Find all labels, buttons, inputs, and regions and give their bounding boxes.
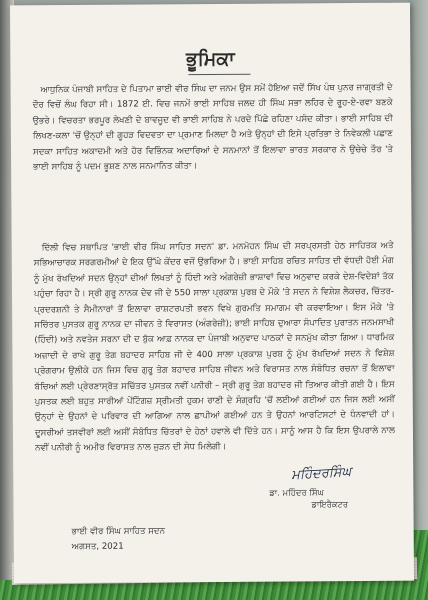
paragraph-intro: ਆਧੁਨਿਕ ਪੰਜਾਬੀ ਸਾਹਿਤ ਦੇ ਪਿਤਾਮਾ ਭਾਈ ਵੀਰ ਸਿੰਘ ਦਾ ਜਨਮ ਉਸ ਸਮੇਂ ਹੋਇਆ ਜਦੋਂ ਸਿੱਖ ਪੰਥ ਪੁਨਰ ਜਾਗ੍ਰਤੀ ਦੇ ਦੌਰ ਵਿਚੋਂ ਲੰਘ ਰਿਹਾ ਸੀ। 1872 ਈ. ਵਿਚ ਜਨਮੇਂ ਭਾਈ ਸਾਹਿਬ ਜਲਦ ਹੀ ਸਿੰਘ ਸਭਾ ਲਹਿਰ ਦੇ ਰੂਹ-ਏ-ਰਵਾ ਬਣਕੇ ਉਭਰੇ। ਵਿਚਰਤਾ ਭਰਪੂਰ ਲੇਖਣੀ ਦੇ ਬਾਵਜੂਦ ਵੀ ਭਾਈ ਸਾਹਿਬ ਨੇ ਪਰਦੇ ਪਿੱਛੇ ਰਹਿਣਾ ਪਸੰਦ ਕੀਤਾ। ਭਾਈ ਸਾਹਿਬ ਦੀ ਲਿਖਣ-ਕਲਾ 'ਚੋਂ ਉਨ੍ਹਾਂ ਦੀ ਗੂਹੜ ਵਿਦਵਤਾ ਦਾ ਪ੍ਰਮਾਣ ਮਿਲਦਾ ਹੈ ਅਤੇ ਉਨ੍ਹਾਂ ਦੀ ਇਸੇ ਪ੍ਰਤਿਭਾ ਤੇ ਨਿਵੇਕਲੀ ਪਛਾਣ ਸਦਕਾ ਸਾਹਿਤ ਅਕਾਦਮੀ ਅਤੇ ਹੋਰ ਵਿਭਿੰਨਕ ਅਦਾਰਿਆਂ ਦੇ ਸਨਮਾਨਾਂ ਤੋਂ ਇਲਾਵਾ ਭਾਰਤ ਸਰਕਾਰ ਨੇ ਉਚੇਚੇ ਤੌਰ 'ਤੇ ਭਾਈ ਸਾਹਿਬ ਨੂੰ ਪਦਮ ਭੂਸ਼ਣ ਨਾਲ ਸਨਮਾਨਿਤ ਕੀਤਾ। — [32, 82, 394, 173]
organization-name: ਭਾਈ ਵੀਰ ਸਿੰਘ ਸਾਹਿਤ ਸਦਨ — [71, 526, 166, 537]
publication-date: ਅਗਸਤ, 2021 — [71, 541, 124, 552]
signatory-name: ਡਾ. ਮਹਿੰਦਰ ਸਿੰਘ — [269, 487, 324, 498]
page-title: ਭੂਮਿਕਾ — [185, 47, 235, 71]
title-underline — [188, 74, 250, 75]
paragraph-body: ਦਿੱਲੀ ਵਿਚ ਸਥਾਪਿਤ 'ਭਾਈ ਵੀਰ ਸਿੰਘ ਸਾਹਿਤ ਸਦਨ' ਡਾ. ਮਨਮੋਹਨ ਸਿੰਘ ਦੀ ਸਰਪ੍ਰਸਤੀ ਹੇਠ ਸਾਹਿਤਕ ਅਤੇ ਸਭਿਆਚਾਰਕ ਸਰਗਰਮੀਆਂ ਦੇ ਇਕ ਉੱਘੇ ਕੇਂਦਰ ਵਜੋਂ ਉਭਰਿਆ ਹੈ। ਭਾਈ ਸਾਹਿਬ ਰਚਿਤ ਸਾਹਿਤ ਦੀ ਵੱਧਦੀ ਹੋਈ ਮੰਗ ਨੂੰ ਮੁੱਖ ਰੱਖਦਿਆਂ ਸਦਨ ਉਨ੍ਹਾਂ ਦੀਆਂ ਲਿਖਤਾਂ ਨੂੰ ਹਿੰਦੀ ਅਤੇ ਅੰਗਰੇਜ਼ੀ ਭਾਸ਼ਾਵਾਂ ਵਿਚ ਅਨੁਵਾਦ ਕਰਕੇ ਦੇਸ਼-ਵਿਦੇਸ਼ਾਂ ਤੱਕ ਪਹੁੰਚਾ ਰਿਹਾ ਹੈ। ਸ੍ਰੀ ਗੁਰੂ ਨਾਨਕ ਦੇਵ ਜੀ ਦੇ 550 ਸਾਲਾ ਪ੍ਰਕਾਸ਼ ਪੁਰਬ ਦੇ ਮੌਕੇ 'ਤੇ ਸਦਨ ਨੇ ਵਿਸ਼ੇਸ਼ ਲੈਕਚਰ, ਚਿੱਤਰ-ਪ੍ਰਦਰਸ਼ਨੀ ਤੇ ਸੈਮੀਨਾਰਾਂ ਤੋਂ ਇਲਾਵਾ ਰਾਸ਼ਟਰਪਤੀ ਭਵਨ ਵਿਖੇ ਗੁਰਮਤਿ ਸਮਾਗਮ ਵੀ ਕਰਵਾਇਆ। ਇਸ ਮੌਕੇ 'ਤੇ ਸਚਿੱਤਰ ਪੁਸਤਕ ਗੁਰੂ ਨਾਨਕ ਦਾ ਜੀਵਨ ਤੇ ਵਿਰਾਸਤ (ਅੰਗਰੇਜ਼ੀ); ਭਾਈ ਸਾਹਿਬ ਦੁਆਰਾ ਸੰਪਾਦਿਤ ਪੁਰਾਤਨ ਜਨਮਸਾਖੀ (ਹਿੰਦੀ) ਅਤੇ ਨਵਤੇਜ ਸਰਨਾ ਦੀ ਦ ਬੁੱਕ ਆਫ਼ ਨਾਨਕ ਦਾ ਪੰਜਾਬੀ ਅਨੁਵਾਦ ਪਾਠਕਾਂ ਦੇ ਸਨਮੁੱਖ ਕੀਤਾ ਗਿਆ। ਧਾਰਮਿਕ ਅਜ਼ਾਦੀ ਦੇ ਰਾਖੇ ਗੁਰੂ ਤੇਗ ਬਹਾਦਰ ਸਾਹਿਬ ਜੀ ਦੇ 400 ਸਾਲਾ ਪ੍ਰਕਾਸ਼ ਪੁਰਬ ਨੂੰ ਮੁੱਖ ਰੱਖਦਿਆਂ ਸਦਨ ਨੇ ਵਿਸ਼ੇਸ਼ ਪ੍ਰੋਗਰਾਮ ਉਲੀਕੇ ਹਨ ਜਿਸ ਵਿਚ ਗੁਰੂ ਤੇਗ ਬਹਾਦਰ ਸਾਹਿਬ ਜੀਵਨ ਅਤੇ ਵਿਰਾਸਤ ਨਾਲ ਸੰਬੰਧਿਤ ਰਚਨਾ ਤੋਂ ਇਲਾਵਾ ਬੱਚਿਆਂ ਲਈ ਪ੍ਰੇਰਣਾਸ੍ਰੋਤ ਸਚਿੱਤਰ ਪੁਸਤਕ ਨਵੀਂ ਪਨੀਰੀ – ਸ੍ਰੀ ਗੁਰੂ ਤੇਗ ਬਹਾਦਰ ਜੀ ਤਿਆਰ ਕੀਤੀ ਗਈ ਹੈ। ਇਸ ਪੁਸਤਕ ਲਈ ਬਹੁਤ ਸਾਰੀਆਂ ਪੇਂਟਿੰਗਜ਼ ਸ੍ਰੀਮਤੀ ਹੁਕਮ ਰਾਣੀ ਦੇ ਸੰਗ੍ਰਹਿ 'ਚੋਂ ਲਈਆਂ ਗਈਆਂ ਹਨ ਜਿਸ ਲਈ ਅਸੀਂ ਉਨ੍ਹਾਂ ਦੇ ਉਹਨਾਂ ਦੇ ਪਰਿਵਾਰ ਦੀ ਆਗਿਆ ਨਾਲ ਛਾਪੀਆਂ ਗਈਆਂ ਹਨ ਤੇ ਉਹਨਾਂ ਆਰਟਿਸਟਾਂ ਦੇ ਧੰਨਵਾਦੀ ਹਾਂ। ਦੂਸਰੀਆਂ ਤਸਵੀਰਾਂ ਲਈ ਅਸੀਂ ਸੰਬੰਧਿਤ ਚਿੱਤਰਾਂ ਦੇ ਹੇਠਾਂ ਹਵਾਲੇ ਵੀ ਦਿੱਤੇ ਹਨ। ਸਾਨੂੰ ਆਸ ਹੈ ਕਿ ਇਸ ਉਪਰਾਲੇ ਨਾਲ ਨਵੀਂ ਪਨੀਰੀ ਨੂੰ ਅਮੀਰ ਵਿਰਾਸਤ ਨਾਲ ਜੁੜਨ ਦੀ ਸੇਧ ਮਿਲੇਗੀ। — [33, 240, 395, 454]
signatory-role: ਡਾਇਰੈਕਟਰ — [311, 499, 349, 510]
book-page — [10, 3, 414, 584]
handwritten-signature: ਮਹਿੰਦਰਸਿੰਘ — [290, 464, 352, 484]
